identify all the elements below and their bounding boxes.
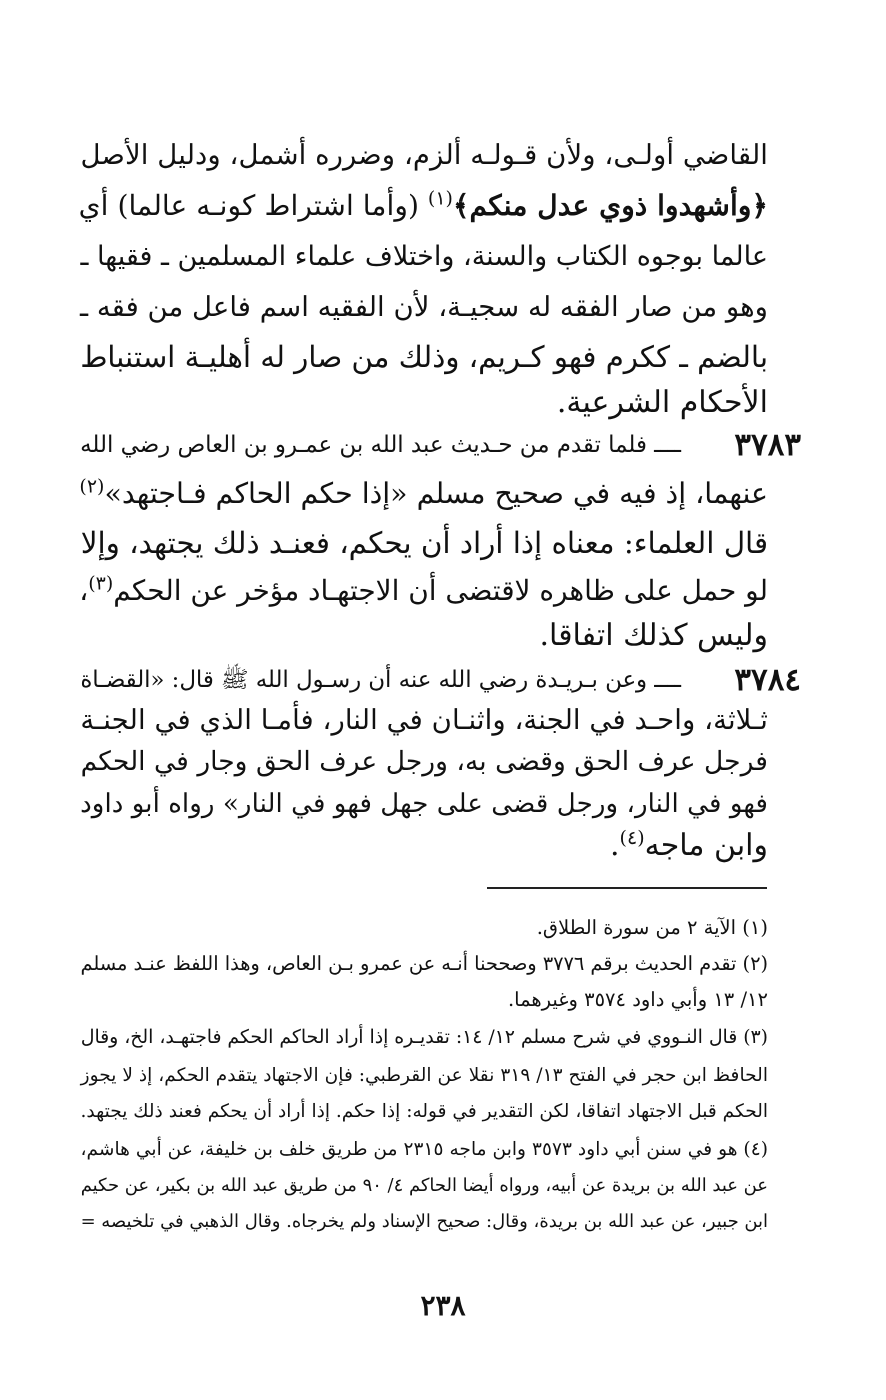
footnote-4-line: عن عبد الله بن بريدة عن أبيه، ورواه أيضا الحاكم ٤/ ٩٠ من طريق عبد الله بن بكير، عن حكيم [80,1175,768,1196]
body-text: ، [79,574,89,607]
body-text: عنهما، إذ فيه في صحيح مسلم «إذا حكم الحاكم فـاجتهد» [104,477,768,510]
footnote-2-line: ١٢/ ١٣ وأبي داود ٣٥٧٤ وغيرهما. [507,988,768,1011]
body-line [81,237,768,277]
body-line [81,742,768,782]
footnote-ref: (٣) [88,572,114,595]
footnote-separator [487,887,767,889]
body-text: (وأما اشتراط كونـه عالما) أي [78,189,428,222]
body-text: ثـلاثة، واحـد في الجنة، واثنـان في النار، فأمـا الذي في الجنـة [80,703,768,736]
body-text: . [610,828,620,863]
body-line [80,700,768,740]
footnote-ref: (٤) [619,827,645,849]
body-line [540,616,768,656]
page-number: ٢٣٨ [420,1289,466,1322]
footnote-1: (١) الآية ٢ من سورة الطلاق. [536,916,768,939]
body-line [557,383,768,423]
body-text: وهو من صار الفقه له سجيـة، لأن الفقيه اسم فاعل من فقه ـ [79,290,768,323]
footnote-3-line: الحافظ ابن حجر في الفتح ١٣/ ٣١٩ نقلا عن القرطبي: فإن الاجتهاد يتقدم الحكم، إذ لا يجوز [80,1065,768,1086]
body-line [80,287,768,327]
footnote-2-line: (٢) تقدم الحديث برقم ٣٧٧٦ وصححنا أنـه عن عمرو بـن العاص، وهذا اللفظ عنـد مسلم [80,952,768,975]
body-text: فهو في النار، ورجل قضى على جهل فهو في النار» رواه أبو داود [80,789,768,819]
footnote-4-line: ابن جبير، عن عبد الله بن بريدة، وقال: صحيح الإسناد ولم يخرجاه. وقال الذهبي في تلخيصه = [80,1211,768,1232]
body-line [80,425,681,465]
body-line [80,660,681,700]
body-text: ــــ فلما تقدم من حـديث عبد الله بن عمـرو بن العاص رضي الله [80,432,681,458]
footnote-3-line: الحكم قبل الاجتهاد اتفاقا، لكن التقدير في قوله: إذا حكم. إذا أراد أن يحكم فعند ذلك يجتهد. [80,1101,768,1122]
body-text: ــــ وعن بـريـدة رضي الله عنه أن رسـول الله ﷺ قال: «القضـاة [80,667,681,693]
body-line [81,135,768,175]
entry-number: ٣٧٨٣ [734,427,801,463]
body-text: وابن ماجه [644,828,768,863]
body-line [79,571,768,611]
footnote-3-line: (٣) قال النـووي في شرح مسلم ١٢/ ١٤: تقديـره إذا أراد الحاكم الحكم فاجتهـد، الخ، وقال [80,1027,768,1048]
footnote-ref: (١) [427,187,453,210]
body-text: القاضي أولـى، ولأن قـولـه ألزم، وضرره أشمل، ودليل الأصل [80,138,768,171]
quran-quote: ﴿وأشهدوا ذوي عدل منكم﴾ [452,189,768,222]
body-line [610,826,768,866]
body-text: عالما بوجوه الكتاب والسنة، واختلاف علماء المسلمين ـ فقيها ـ [80,241,768,272]
body-line [80,337,768,377]
footnote-ref: (٢) [79,475,105,498]
body-line [80,784,768,824]
body-text: وليس كذلك اتفاقا. [539,618,768,653]
body-text: فرجل عرف الحق وقضى به، ورجل عرف الحق وجار في الحكم [80,746,768,777]
body-text: قال العلماء: معناه إذا أراد أن يحكم، فعنـد ذلك يجتهد، وإلا [80,526,768,560]
body-text: بالضم ـ ككرم فهو كـريم، وذلك من صار له أهليـة استنباط [80,340,768,374]
body-line [79,186,768,226]
body-text: الأحكام الشرعية. [556,385,768,420]
entry-number: ٣٧٨٤ [734,662,801,698]
footnote-4-line: (٤) هو في سنن أبي داود ٣٥٧٣ وابن ماجه ٢٣١٥ من طريق خلف بن خليفة، عن أبي هاشم، [80,1139,768,1160]
body-text: لو حمل على ظاهره لاقتضى أن الاجتهـاد مؤخر عن الحكم [113,574,768,607]
body-line [79,474,768,514]
body-line [81,523,768,563]
